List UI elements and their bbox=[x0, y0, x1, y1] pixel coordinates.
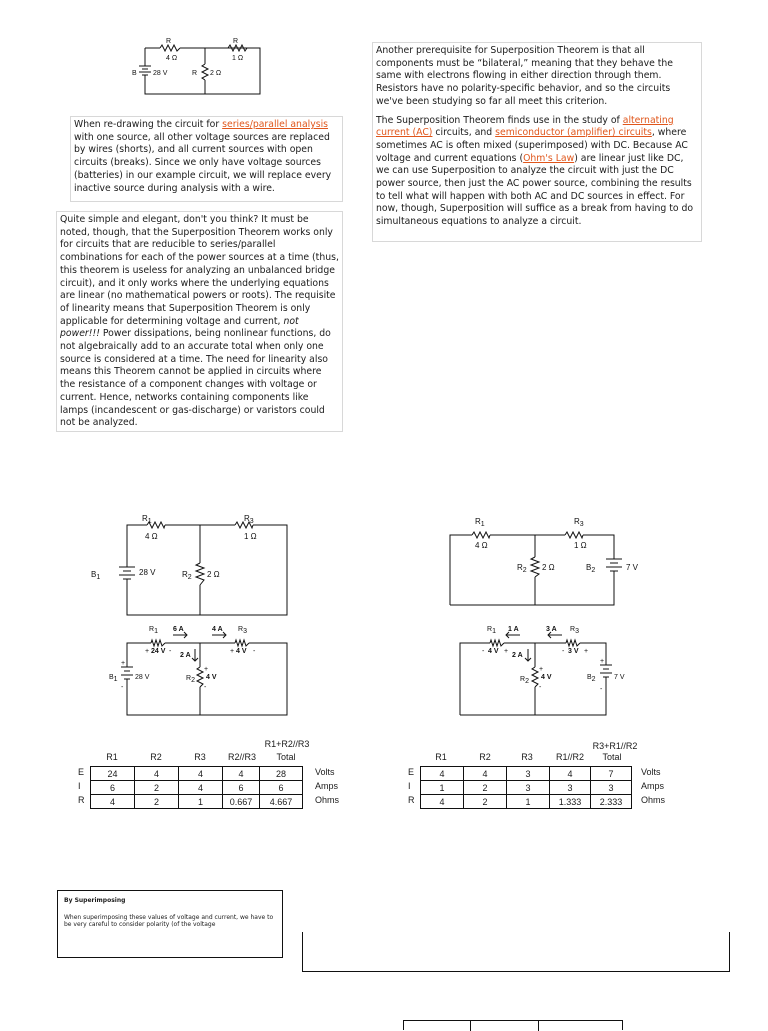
svg-text:-: - bbox=[562, 648, 565, 655]
unit-amps: Amps bbox=[641, 781, 665, 791]
svg-text:+: + bbox=[539, 666, 544, 673]
circuit-diagram-top bbox=[120, 36, 270, 100]
table-divider bbox=[470, 1021, 471, 1031]
text-box-bilateral bbox=[372, 42, 702, 242]
label-r3-value: 1 Ω bbox=[232, 55, 244, 62]
label-r1-value: 4 Ω bbox=[166, 55, 178, 62]
label-b2: B bbox=[586, 563, 592, 572]
table-col-header: R2 bbox=[150, 752, 162, 762]
svg-text:B bbox=[132, 70, 137, 77]
label-r2-value: 2 Ω bbox=[542, 563, 555, 572]
current-label-i3: 2 A bbox=[180, 652, 191, 659]
paragraph-redrawing: When re-drawing the circuit for series/parallel analysis with one source, all other voltage sources are replaced by wires (shorts), and all current sources with open circuits (breaks). Since we only have voltage sources (batteries) in our example circuit, we will replace every inactive source during analysis with a wire. bbox=[74, 119, 332, 194]
label-r2-value: 2 Ω bbox=[207, 570, 220, 579]
caption-body: When superimposing these values of voltage and current, we have to be very careful to consider polarity (of the voltage bbox=[64, 914, 274, 928]
table-col-header: R1 bbox=[435, 752, 447, 762]
table-col-header: R3 bbox=[521, 752, 533, 762]
svg-text:R3: R3 bbox=[238, 626, 247, 635]
voltage-label-r2: 4 V bbox=[206, 674, 217, 681]
current-label-i2: 4 A bbox=[212, 626, 223, 633]
svg-text:R1: R1 bbox=[149, 626, 158, 635]
table-super-header: R3+R1//R2 bbox=[592, 741, 638, 751]
svg-text:28 V bbox=[139, 568, 156, 577]
svg-text:2 Ω bbox=[207, 570, 220, 579]
paragraph-ac-use: The Superposition Theorem finds use in the study of alternating current (AC) circuits, and semiconductor (amplifier) circuits, where sometimes AC is often mixed (superimposed) with DC. Because AC voltage and current equations (Ohm's Law) are linear just like DC, we can use Superposition to analyze the circuit with just the DC power source, then just the AC power source, combining the results to tell what will happen with both AC and DC sources in effect. For now, though, Superposition will suffice as a break from having to do simultaneous equations to analyze a circuit. bbox=[376, 114, 694, 228]
battery-b2-symbol bbox=[606, 559, 622, 575]
label-r3: R bbox=[233, 38, 239, 45]
svg-text:-: - bbox=[253, 648, 256, 655]
resistor-r2-symbol bbox=[197, 667, 203, 687]
row-label-e: E bbox=[408, 767, 415, 777]
label-r3-value: 1 Ω bbox=[574, 541, 587, 550]
svg-text:2 Ω bbox=[542, 563, 555, 572]
svg-text:R1: R1 bbox=[475, 517, 485, 528]
svg-text:+: + bbox=[145, 648, 150, 655]
battery-b1-symbol bbox=[119, 567, 135, 585]
svg-text:+: + bbox=[204, 666, 209, 673]
link-alternating-current[interactable]: alternating current (AC) bbox=[376, 114, 674, 139]
resistor-r1-symbol bbox=[151, 640, 165, 646]
label-b1-value: 28 V bbox=[153, 70, 168, 77]
unit-ohms: Ohms bbox=[641, 795, 666, 805]
data-table bbox=[420, 766, 632, 809]
resistor-r1-symbol bbox=[160, 45, 180, 51]
label-r2: R bbox=[182, 570, 188, 579]
svg-text:R2: R2 bbox=[182, 570, 192, 581]
svg-text:-: - bbox=[204, 684, 207, 691]
table-super-header: R1+R2//R3 bbox=[264, 739, 310, 749]
link-series-parallel-analysis[interactable]: series/parallel analysis bbox=[222, 119, 329, 130]
voltage-label-r2: 4 V bbox=[541, 674, 552, 681]
resistor-r2-symbol bbox=[196, 563, 204, 585]
svg-text:+: + bbox=[600, 658, 605, 665]
label-r1-value: 4 Ω bbox=[475, 541, 488, 550]
label-r1-value: 4 Ω bbox=[145, 532, 158, 541]
svg-text:-: - bbox=[600, 686, 603, 693]
unit-volts: Volts bbox=[315, 767, 335, 777]
svg-text:1 Ω bbox=[244, 532, 257, 541]
svg-text:-: - bbox=[482, 648, 485, 655]
battery-b2-symbol bbox=[600, 665, 612, 685]
caption-title: By Superimposing bbox=[64, 897, 126, 904]
link-ohms-law[interactable]: Ohm's Law bbox=[523, 152, 575, 164]
current-label-i2: 2 A bbox=[512, 652, 523, 659]
resistor-r3-symbol bbox=[235, 640, 249, 646]
voltage-label-r1: 4 V bbox=[488, 648, 499, 655]
svg-text:R3: R3 bbox=[244, 515, 254, 525]
svg-text:B1: B1 bbox=[109, 674, 118, 683]
table-row: 6 2 4 6 6 bbox=[91, 781, 303, 795]
svg-text:+: + bbox=[504, 648, 509, 655]
label-b1: B bbox=[91, 570, 97, 579]
row-label-r: R bbox=[408, 795, 415, 805]
label-b2-value: 7 V bbox=[626, 563, 639, 572]
svg-text:R bbox=[166, 38, 171, 45]
current-label-i1: 1 A bbox=[508, 626, 519, 633]
table-row: 4 2 1 1.333 2.333 bbox=[421, 795, 632, 809]
bracket-frame bbox=[302, 932, 730, 972]
schematic-b1-annotated bbox=[109, 626, 287, 715]
table-col-header: Total bbox=[602, 752, 622, 762]
svg-text:R bbox=[192, 70, 197, 77]
table-col-header: Total bbox=[276, 752, 296, 762]
svg-text:B1: B1 bbox=[91, 570, 101, 581]
resistor-r2-symbol bbox=[202, 64, 208, 80]
svg-text:28 V bbox=[153, 70, 168, 77]
resistor-r3-symbol bbox=[565, 532, 583, 538]
arrow-down-icon bbox=[192, 649, 198, 661]
text-box-simple-elegant bbox=[56, 211, 343, 432]
label-b1: B bbox=[132, 70, 137, 77]
label-r3-value: 1 Ω bbox=[244, 532, 257, 541]
voltage-label-r3: 4 V bbox=[236, 648, 247, 655]
svg-text:R2: R2 bbox=[186, 675, 195, 684]
circuit-diagram-right bbox=[440, 515, 640, 720]
voltage-label-r3: 3 V bbox=[568, 648, 579, 655]
svg-text:+: + bbox=[584, 648, 589, 655]
svg-text:+: + bbox=[121, 660, 126, 667]
svg-text:R3: R3 bbox=[574, 517, 584, 528]
current-label-i1: 6 A bbox=[173, 626, 184, 633]
paragraph-bilateral: Another prerequisite for Superposition Theorem is that all components must be “bilateral,” meaning that they behave the same with electrons flowing in either direction through them. Resistors have no polarity-specific behavior, and so the circuits we've been studying so far all meet this criterion. bbox=[376, 45, 674, 107]
voltage-label-r1: 24 V bbox=[151, 648, 166, 655]
emphasis-not-power: not power!!! bbox=[60, 315, 299, 340]
svg-text:B2: B2 bbox=[587, 674, 596, 683]
table-col-header: R3 bbox=[194, 752, 206, 762]
paragraph-linearity: Quite simple and elegant, don't you think? It must be noted, though, that the Superposition Theorem works only for circuits that are reducible to series/parallel combinations for each of the power sources at a time (thus, this theorem is useless for analyzing an unbalanced bridge circuit), and it only works where the underlying equations are linear (no mathematical powers or roots). The requisite of linearity means that Superposition Theorem is only applicable for determining voltage and current, not power!!! Power dissipations, being nonlinear functions, do not algebraically add to an accurate total when only one source is considered at a time. The need for linearity also means this Theorem cannot be applied in circuits where the resistance of a component changes with voltage or current. Hence, networks containing components like lamps (incandescent or gas-discharge) or varistors could not be analyzed. bbox=[60, 214, 339, 429]
svg-text:+: + bbox=[230, 648, 235, 655]
svg-text:R3: R3 bbox=[570, 626, 579, 635]
current-label-i3: 3 A bbox=[546, 626, 557, 633]
svg-text:-: - bbox=[539, 684, 542, 691]
unit-ohms: Ohms bbox=[315, 795, 340, 805]
table-col-header: R2//R3 bbox=[227, 752, 256, 762]
resistor-r1-symbol bbox=[490, 640, 504, 646]
label-r3: R bbox=[244, 515, 250, 523]
svg-text:4 Ω bbox=[475, 541, 488, 550]
circuit-diagram-left bbox=[85, 515, 300, 720]
label-r1: R bbox=[475, 517, 481, 526]
svg-text:-: - bbox=[121, 684, 124, 691]
svg-text:1 Ω bbox=[232, 55, 243, 62]
voltage-label-b2: 7 V bbox=[614, 674, 625, 681]
label-r1: R bbox=[166, 38, 172, 45]
text-box-redrawing bbox=[70, 116, 343, 202]
partial-table-bottom bbox=[403, 1020, 623, 1030]
table-row: 24 4 4 4 28 bbox=[91, 767, 303, 781]
table-col-header: R1 bbox=[106, 752, 118, 762]
table-divider bbox=[538, 1021, 539, 1031]
resistor-r2-symbol bbox=[532, 667, 538, 687]
schematic-b1-only bbox=[91, 515, 287, 615]
label-r2: R bbox=[192, 70, 198, 77]
svg-text:B2: B2 bbox=[586, 563, 596, 574]
row-label-i: I bbox=[78, 781, 81, 791]
svg-text:R1: R1 bbox=[487, 626, 496, 635]
text-box-superimposing bbox=[57, 890, 283, 958]
label-r3: R bbox=[574, 517, 580, 526]
link-semiconductor-circuits[interactable]: semiconductor (amplifier) circuits bbox=[495, 127, 652, 139]
svg-text:2 Ω bbox=[210, 70, 221, 77]
unit-volts: Volts bbox=[641, 767, 661, 777]
row-label-e: E bbox=[78, 767, 85, 777]
label-r1: R bbox=[142, 515, 148, 523]
svg-text:-: - bbox=[169, 648, 172, 655]
resistor-r2-symbol bbox=[531, 557, 539, 577]
svg-text:7 V bbox=[626, 563, 639, 572]
voltage-label-b1: 28 V bbox=[135, 674, 150, 681]
battery-b1-symbol bbox=[139, 64, 151, 78]
svg-text:1 Ω bbox=[574, 541, 587, 550]
table-row: 1 2 3 3 3 bbox=[421, 781, 632, 795]
svg-text:R2: R2 bbox=[517, 563, 527, 574]
label-r2-value: 2 Ω bbox=[210, 70, 222, 77]
svg-text:4 Ω bbox=[166, 55, 177, 62]
label-b1-value: 28 V bbox=[139, 568, 156, 577]
table-row: 4 4 3 4 7 bbox=[421, 767, 632, 781]
arrow-down-icon bbox=[525, 649, 531, 661]
svg-text:4 Ω bbox=[145, 532, 158, 541]
table-row: 4 2 1 0.667 4.667 bbox=[91, 795, 303, 809]
table-col-header: R1//R2 bbox=[555, 752, 584, 762]
svg-text:R1: R1 bbox=[142, 515, 152, 525]
row-label-r: R bbox=[78, 795, 85, 805]
table-col-header: R2 bbox=[479, 752, 491, 762]
resistor-r3-symbol bbox=[566, 640, 580, 646]
label-r2: R bbox=[517, 563, 523, 572]
schematic-b2-annotated bbox=[460, 626, 625, 715]
unit-amps: Amps bbox=[315, 781, 339, 791]
svg-text:R bbox=[233, 38, 238, 45]
svg-text:R2: R2 bbox=[520, 676, 529, 685]
schematic-b2-only bbox=[450, 517, 639, 605]
resistor-r1-symbol bbox=[472, 532, 490, 538]
row-label-i: I bbox=[408, 781, 411, 791]
data-table bbox=[90, 766, 303, 809]
